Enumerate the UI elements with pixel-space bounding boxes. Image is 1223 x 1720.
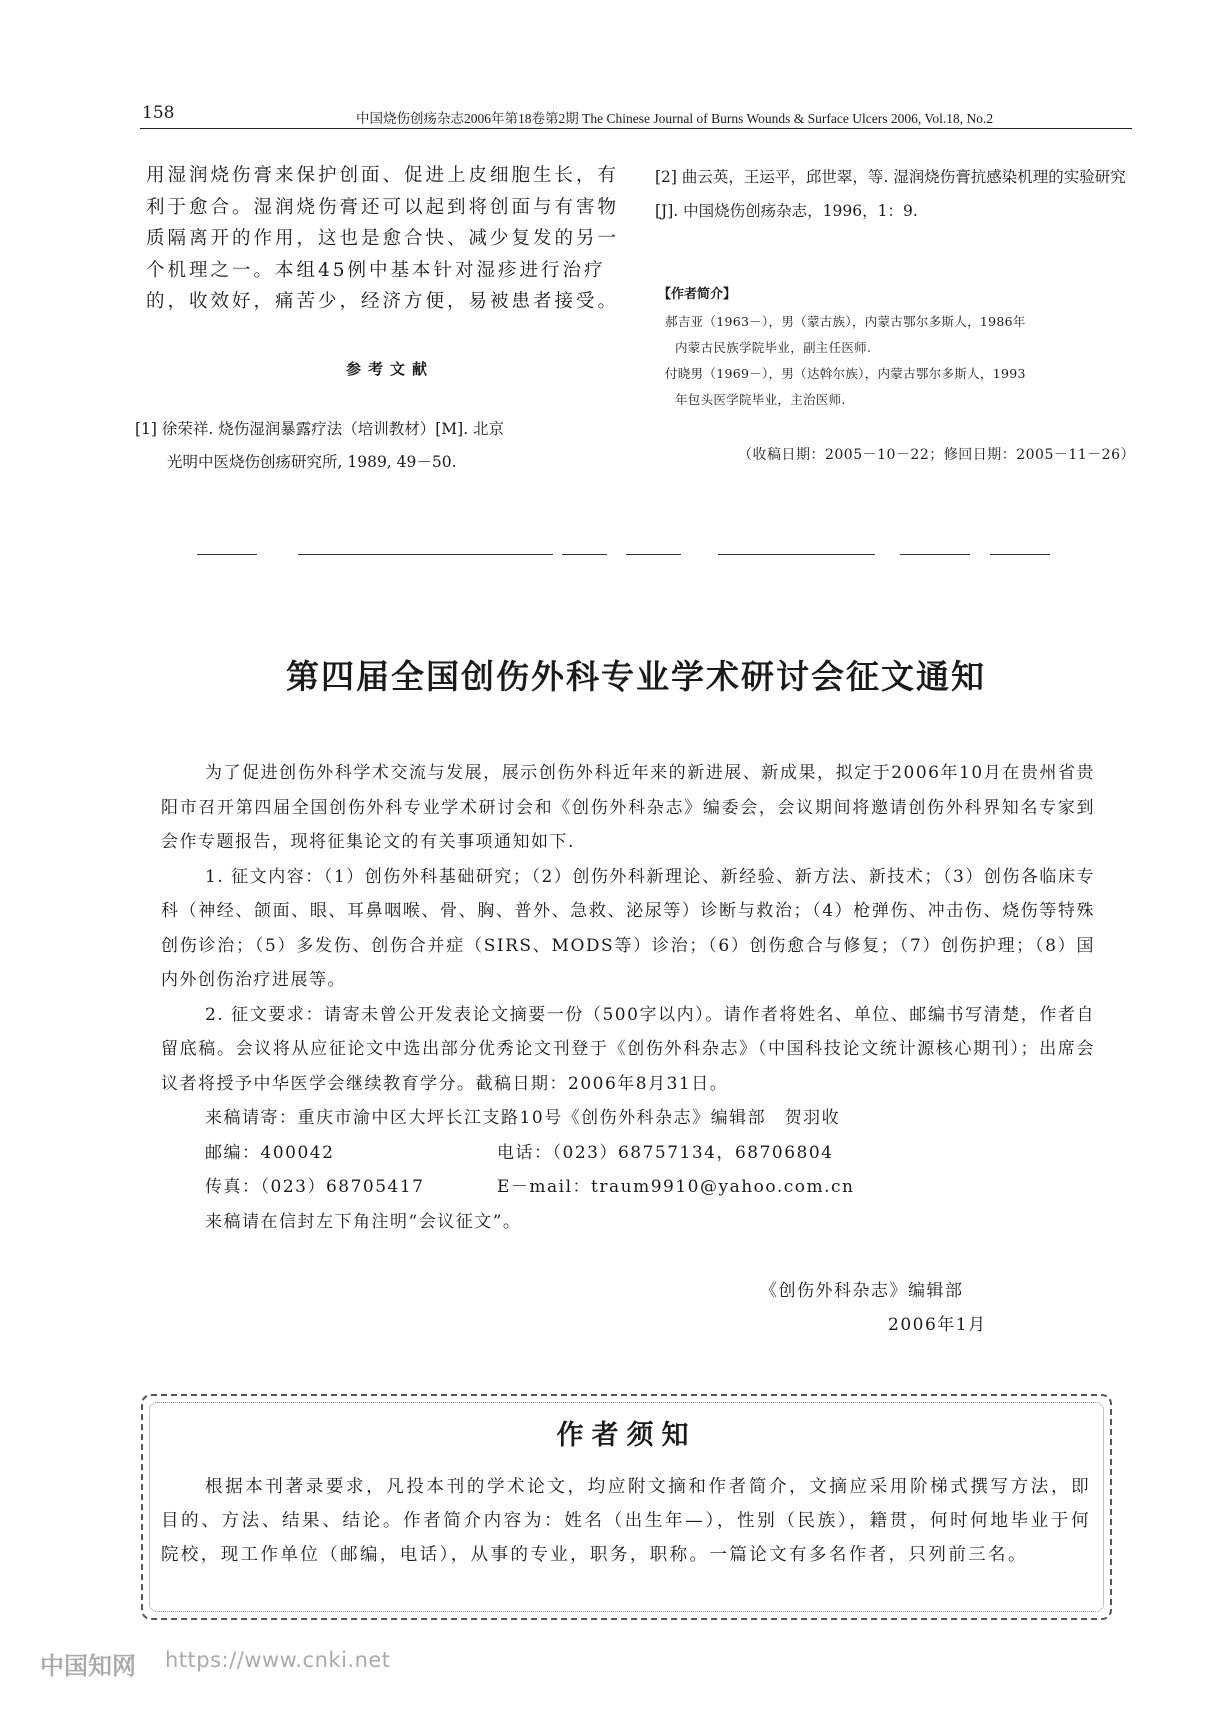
body-line: 用湿润烧伤膏来保护创面、促进上皮细胞生长，有	[146, 165, 620, 186]
reference-1	[135, 413, 634, 479]
body-line: 质隔离开的作用，这也是愈合快、减少复发的另一	[146, 228, 620, 249]
author-bio-line: 内蒙古民族学院毕业，副主任医师.	[675, 340, 872, 355]
references-heading: 参考文献	[345, 360, 434, 378]
notice-item-1: 1. 征文内容：（1）创伤外科基础研究；（2）创伤外科新理论、新经验、新方法、新技术；（3）创伤各临床专科（神经、颌面、眼、耳鼻咽喉、骨、胸、普外、急救、泌尿等）诊断与救治；（4）枪弹伤、冲击伤、烧伤等特殊创伤诊治；（5）多发伤、创伤合并症（SIRS、MODS等）诊治；（6）创伤愈合与修复；（7）创伤护理；（8）国内外创伤治疗进展等。	[161, 866, 1095, 990]
separator-dash	[900, 554, 970, 555]
running-title: 中国烧伤创疡杂志2006年第18卷第2期 The Chinese Journal of Burns Wounds & Surface Ulcers 2006, Vol.18, No.2	[356, 111, 994, 126]
cnki-url: https://www.cnki.net	[165, 1648, 391, 1672]
notice-intro: 为了促进创伤外科学术交流与发展，展示创伤外科近年来的新进展、新成果，拟定于2006年10月在贵州省贵阳市召开第四届全国创伤外科专业学术研讨会和《创伤外科杂志》编委会，会议期间将邀请创伤外科界知名专家到会作专题报告，现将征集论文的有关事项通知如下.	[161, 763, 1095, 852]
phone: 电话：（023）68757134，68706804	[497, 1142, 834, 1163]
reference-1-line2: 光明中医烧伤创疡研究所, 1989, 49－50.	[167, 453, 457, 471]
author-notice-paragraph: 根据本刊著录要求，凡投本刊的学术论文，均应附文摘和作者简介，文摘应采用阶梯式撰写方法，即目的、方法、结果、结论。作者简介内容为：姓名（出生年—），性别（民族），籍贯，何时何地毕业于何院校，现工作单位（邮编，电话），从事的专业，职务，职称。一篇论文有多名作者，只列前三名。	[161, 1477, 1091, 1565]
separator-dash	[562, 554, 607, 555]
body-line: 的，收效好，痛苦少，经济方便，易被患者接受。	[146, 291, 620, 312]
author-bio-heading: 【作者简介】	[658, 287, 737, 302]
signature-date: 2006年1月	[888, 1315, 987, 1335]
envelope-note	[161, 1205, 1095, 1240]
separator-dash	[626, 554, 681, 555]
contact-row	[161, 1136, 1095, 1171]
author-bio	[665, 309, 1135, 413]
reference-1-line1: [1] 徐荣祥. 烧伤湿润暴露疗法（培训教材）[M]. 北京	[135, 420, 505, 438]
body-line: 利于愈合。湿润烧伤膏还可以起到将创面与有害物	[146, 196, 620, 218]
envelope-note-text: 来稿请在信封左下角注明“会议征文”。	[205, 1211, 522, 1232]
separator-dash	[718, 554, 875, 555]
reference-2: [2] 曲云英，王运平，邱世翠，等. 湿润烧伤膏抗感染机理的实验研究[J]. 中国烧伤创疡杂志，1996，1：9.	[655, 168, 1126, 220]
signature-org: 《创伤外科杂志》编辑部	[760, 1281, 964, 1301]
body-line: 个机理之一。本组45例中基本针对湿疹进行治疗	[146, 259, 606, 281]
contact-row	[161, 1170, 1095, 1205]
mailing-address	[161, 1101, 1095, 1136]
author-notice-text	[161, 1470, 1091, 1572]
postcode: 邮编：400042	[205, 1142, 335, 1163]
email: E－mail：traum9910@yahoo.com.cn	[497, 1177, 855, 1197]
notice-title: 第四届全国创伤外科专业学术研讨会征文通知	[286, 657, 986, 696]
page-number: 158	[142, 103, 175, 123]
separator-dash	[990, 554, 1050, 555]
notice-item-2: 2. 征文要求：请寄未曾公开发表论文摘要一份（500字以内）。请作者将姓名、单位、邮编书写清楚，作者自留底稿。会议将从应征论文中选出部分优秀论文刊登于《创伤外科杂志》（中国科技论文统计源核心期刊）；出席会议者将授予中华医学会继续教育学分。截稿日期：2006年8月31日。	[161, 1004, 1095, 1094]
fax: 传真：（023）68705417	[205, 1177, 425, 1197]
call-for-papers-notice	[161, 756, 1095, 1239]
author-bio-line: 年包头医学院毕业，主治医师.	[675, 392, 846, 407]
author-bio-line: 郝吉亚（1963－），男（蒙古族），内蒙古鄂尔多斯人，1986年	[665, 314, 1026, 329]
article-body-continuation	[146, 160, 634, 318]
cnki-logo: 中国知网	[40, 1652, 136, 1680]
received-dates: （收稿日期：2005－10－22；修回日期：2005－11－26）	[737, 447, 1135, 463]
separator-dash	[298, 554, 553, 555]
author-bio-line: 付晓男（1969－），男（达斡尔族），内蒙古鄂尔多斯人，1993	[665, 366, 1026, 381]
separator-dash	[197, 554, 257, 555]
author-notice-title: 作者须知	[556, 1420, 697, 1451]
notice-signature	[760, 1274, 1080, 1342]
address-text: 来稿请寄：重庆市渝中区大坪长江支路10号《创伤外科杂志》编辑部 贺羽收	[205, 1108, 841, 1128]
header-rule	[140, 128, 1132, 129]
